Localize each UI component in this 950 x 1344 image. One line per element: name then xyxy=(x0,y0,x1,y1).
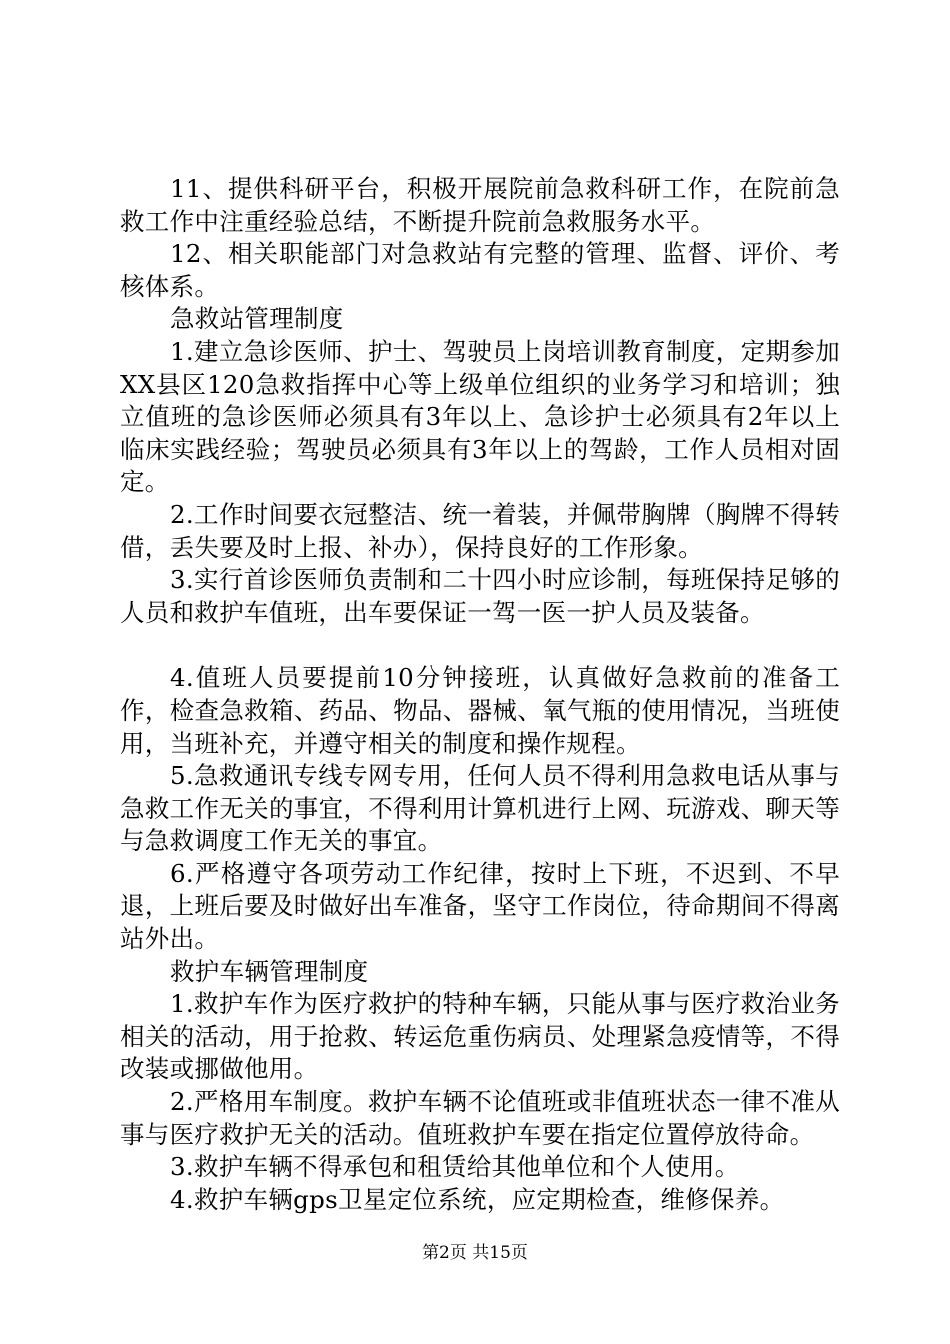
paragraph-item-11: 11、提供科研平台，积极开展院前急救科研工作，在院前急救工作中注重经验总结，不断提升院前急救服务水平。 xyxy=(120,174,840,236)
paragraph-station-rule-1: 1.建立急诊医师、护士、驾驶员上岗培训教育制度，定期参加XX县区120急救指挥中心等上级单位组织的业务学习和培训；独立值班的急诊医师必须具有3年以上、急诊护士必须具有2年以上临床实践经验；驾驶员必须具有3年以上的驾龄，工作人员相对固定。 xyxy=(120,336,840,497)
paragraph-vehicle-rule-3: 3.救护车辆不得承包和租赁给其他单位和个人使用。 xyxy=(170,1152,740,1182)
page-footer: 第2页 共15页 xyxy=(422,1243,528,1263)
document-body xyxy=(120,173,840,1216)
section-heading-station-management: 急救站管理制度 xyxy=(170,304,344,334)
paragraph-station-rule-4: 4.值班人员要提前10分钟接班，认真做好急救前的准备工作，检查急救箱、药品、物品、器械、氧气瓶的使用情况，当班使用，当班补充，并遵守相关的制度和操作规程。 xyxy=(120,663,840,758)
paragraph-station-rule-2: 2.工作时间要衣冠整洁、统一着装，并佩带胸牌（胸牌不得转借，丢失要及时上报、补办），保持良好的工作形象。 xyxy=(120,499,840,562)
paragraph-vehicle-rule-2: 2.严格用车制度。救护车辆不论值班或非值班状态一律不准从事与医疗救护无关的活动。值班救护车要在指定位置停放待命。 xyxy=(120,1087,840,1149)
paragraph-vehicle-rule-4: 4.救护车辆gps卫星定位系统，应定期检查，维修保养。 xyxy=(170,1184,785,1214)
paragraph-item-12: 12、相关职能部门对急救站有完整的管理、监督、评价、考核体系。 xyxy=(120,239,840,301)
paragraph-station-rule-6: 6.严格遵守各项劳动工作纪律，按时上下班，不迟到、不早退，上班后要及时做好出车准备，坚守工作岗位，待命期间不得离站外出。 xyxy=(120,858,840,954)
paragraph-station-rule-3: 3.实行首诊医师负责制和二十四小时应诊制，每班保持足够的人员和救护车值班，出车要保证一驾一医一护人员及装备。 xyxy=(120,565,840,627)
paragraph-station-rule-5: 5.急救通讯专线专网专用，任何人员不得利用急救电话从事与急救工作无关的事宜，不得利用计算机进行上网、玩游戏、聊天等与急救调度工作无关的事宜。 xyxy=(120,761,840,856)
paragraph-vehicle-rule-1: 1.救护车作为医疗救护的特种车辆，只能从事与医疗救治业务相关的活动，用于抢救、转运危重伤病员、处理紧急疫情等，不得改装或挪做他用。 xyxy=(120,989,840,1084)
section-heading-vehicle-management: 救护车辆管理制度 xyxy=(170,956,369,986)
paragraph-gap xyxy=(120,629,840,662)
